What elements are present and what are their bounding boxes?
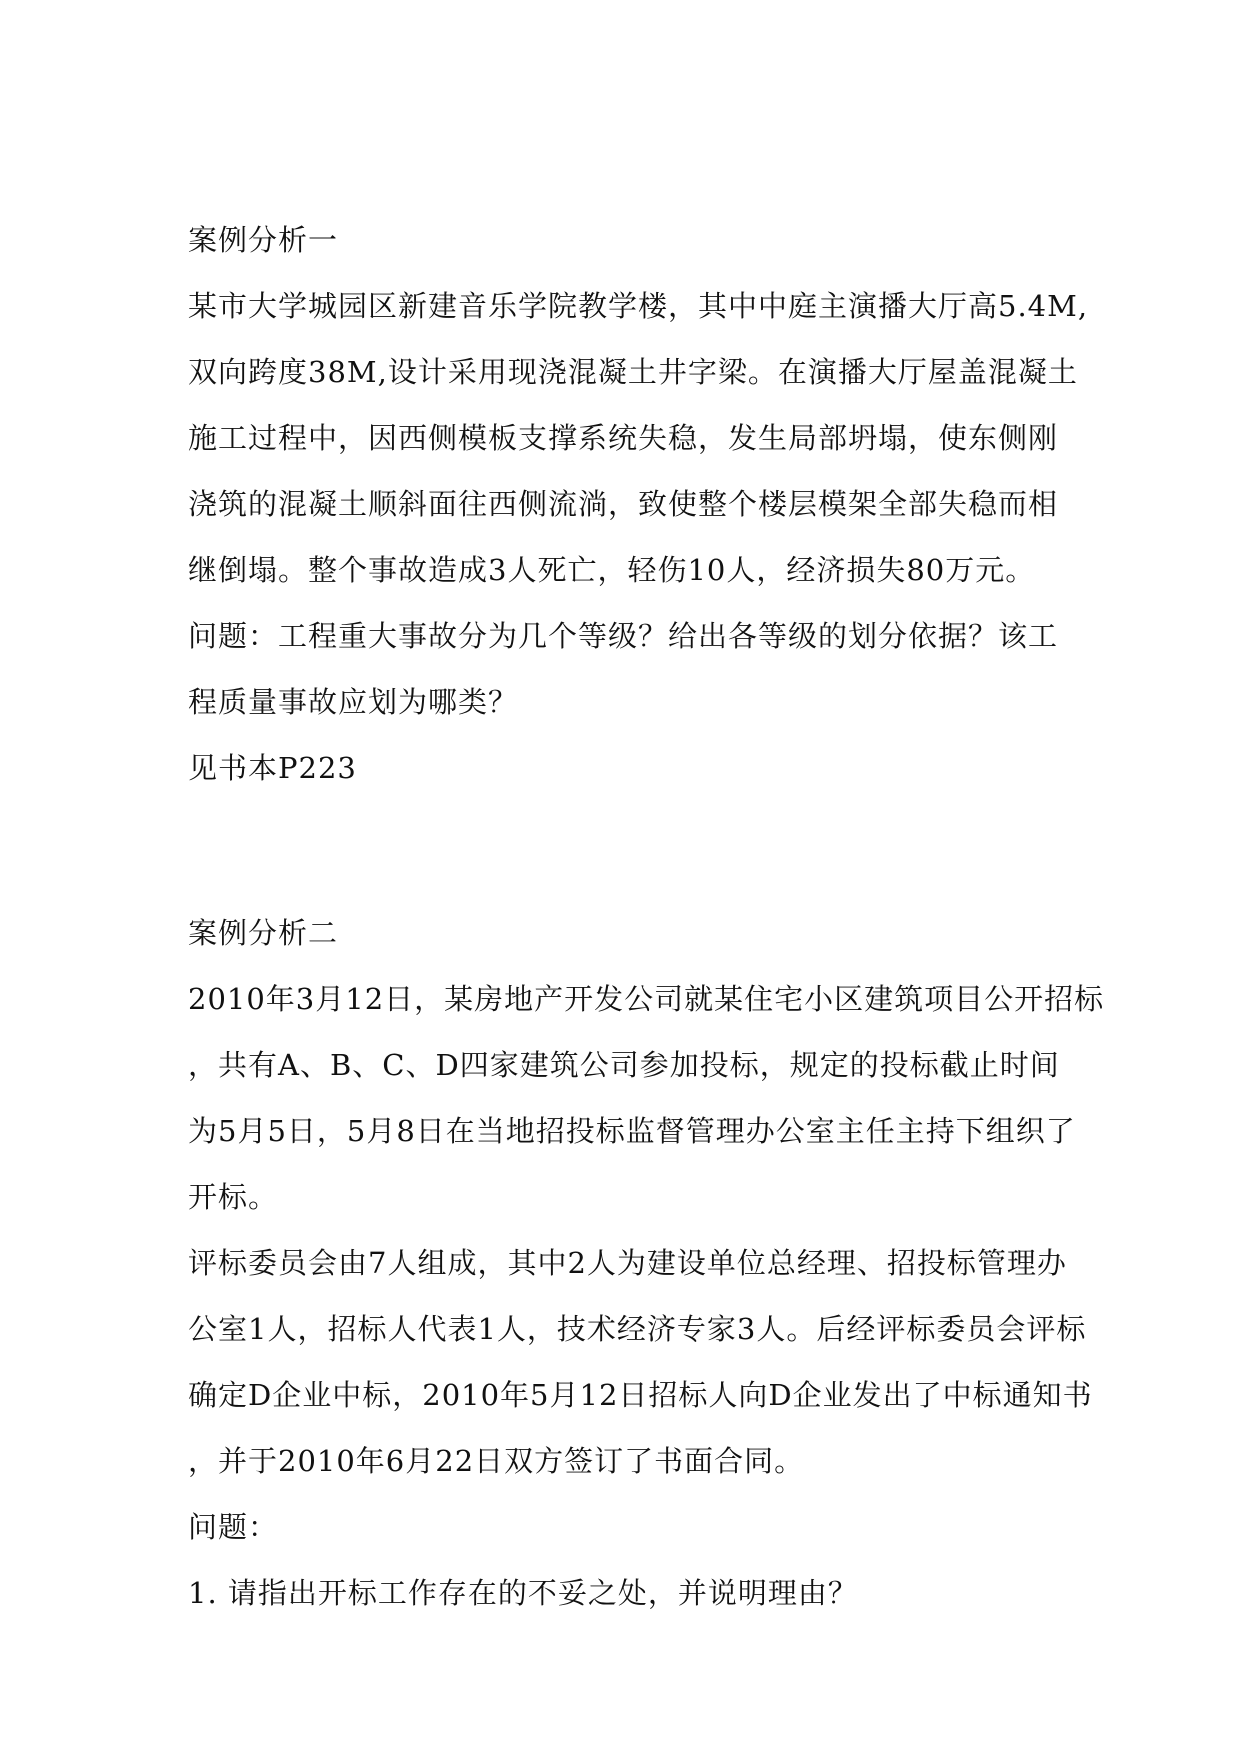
document-page — [188, 222, 1105, 1641]
section-spacer — [188, 816, 1068, 915]
case2-paragraph-line: 2010年3月12日，某房地产开发公司就某住宅小区建筑项目公开招标 — [188, 982, 1105, 1016]
case2-paragraph-2 — [188, 1245, 1093, 1479]
case2-question-label: 问题： — [188, 1510, 279, 1544]
case2-paragraph-line: ，并于2010年6月22日双方签订了书面合同。 — [188, 1444, 805, 1478]
case2-question-item: 1. 请指出开标工作存在的不妥之处，并说明理由？ — [188, 1576, 858, 1610]
case1-reference: 见书本P223 — [188, 751, 357, 785]
case1-paragraph-line: 继倒塌。整个事故造成3人死亡，轻伤10人，经济损失80万元。 — [188, 553, 1036, 587]
case1-question-line: 程质量事故应划为哪类？ — [188, 685, 519, 719]
case2-paragraph-line: ，共有A、B、C、D四家建筑公司参加投标，规定的投标截止时间 — [188, 1048, 1060, 1082]
case1-paragraph-line: 浇筑的混凝土顺斜面往西侧流淌，致使整个楼层模架全部失稳而相 — [188, 487, 1059, 521]
case2-paragraph-1 — [188, 981, 1105, 1215]
case2-paragraph-line: 开标。 — [188, 1180, 279, 1214]
case2-title: 案例分析二 — [188, 916, 339, 950]
case2-paragraph-line: 公室1人，招标人代表1人，技术经济专家3人。后经评标委员会评标 — [188, 1312, 1087, 1346]
case1-title: 案例分析一 — [188, 223, 339, 257]
case2-question-list — [188, 1575, 1068, 1611]
case1-paragraph-line: 某市大学城园区新建音乐学院教学楼，其中中庭主演播大厅高5.4M, — [188, 289, 1089, 323]
case1-question-line: 问题：工程重大事故分为几个等级？给出各等级的划分依据？该工 — [188, 619, 1059, 653]
case1-paragraph — [188, 288, 1089, 588]
case1-paragraph-line: 施工过程中，因西侧模板支撑系统失稳，发生局部坍塌，使东侧刚 — [188, 421, 1059, 455]
case1-paragraph-line: 双向跨度38M,设计采用现浇混凝土井字梁。在演播大厅屋盖混凝土 — [188, 355, 1078, 389]
case1-question — [188, 618, 1068, 720]
case2-paragraph-line: 评标委员会由7人组成，其中2人为建设单位总经理、招投标管理办 — [188, 1246, 1067, 1280]
case2-paragraph-line: 为5月5日，5月8日在当地招投标监督管理办公室主任主持下组织了 — [188, 1114, 1076, 1148]
case2-paragraph-line: 确定D企业中标，2010年5月12日招标人向D企业发出了中标通知书 — [188, 1378, 1093, 1412]
